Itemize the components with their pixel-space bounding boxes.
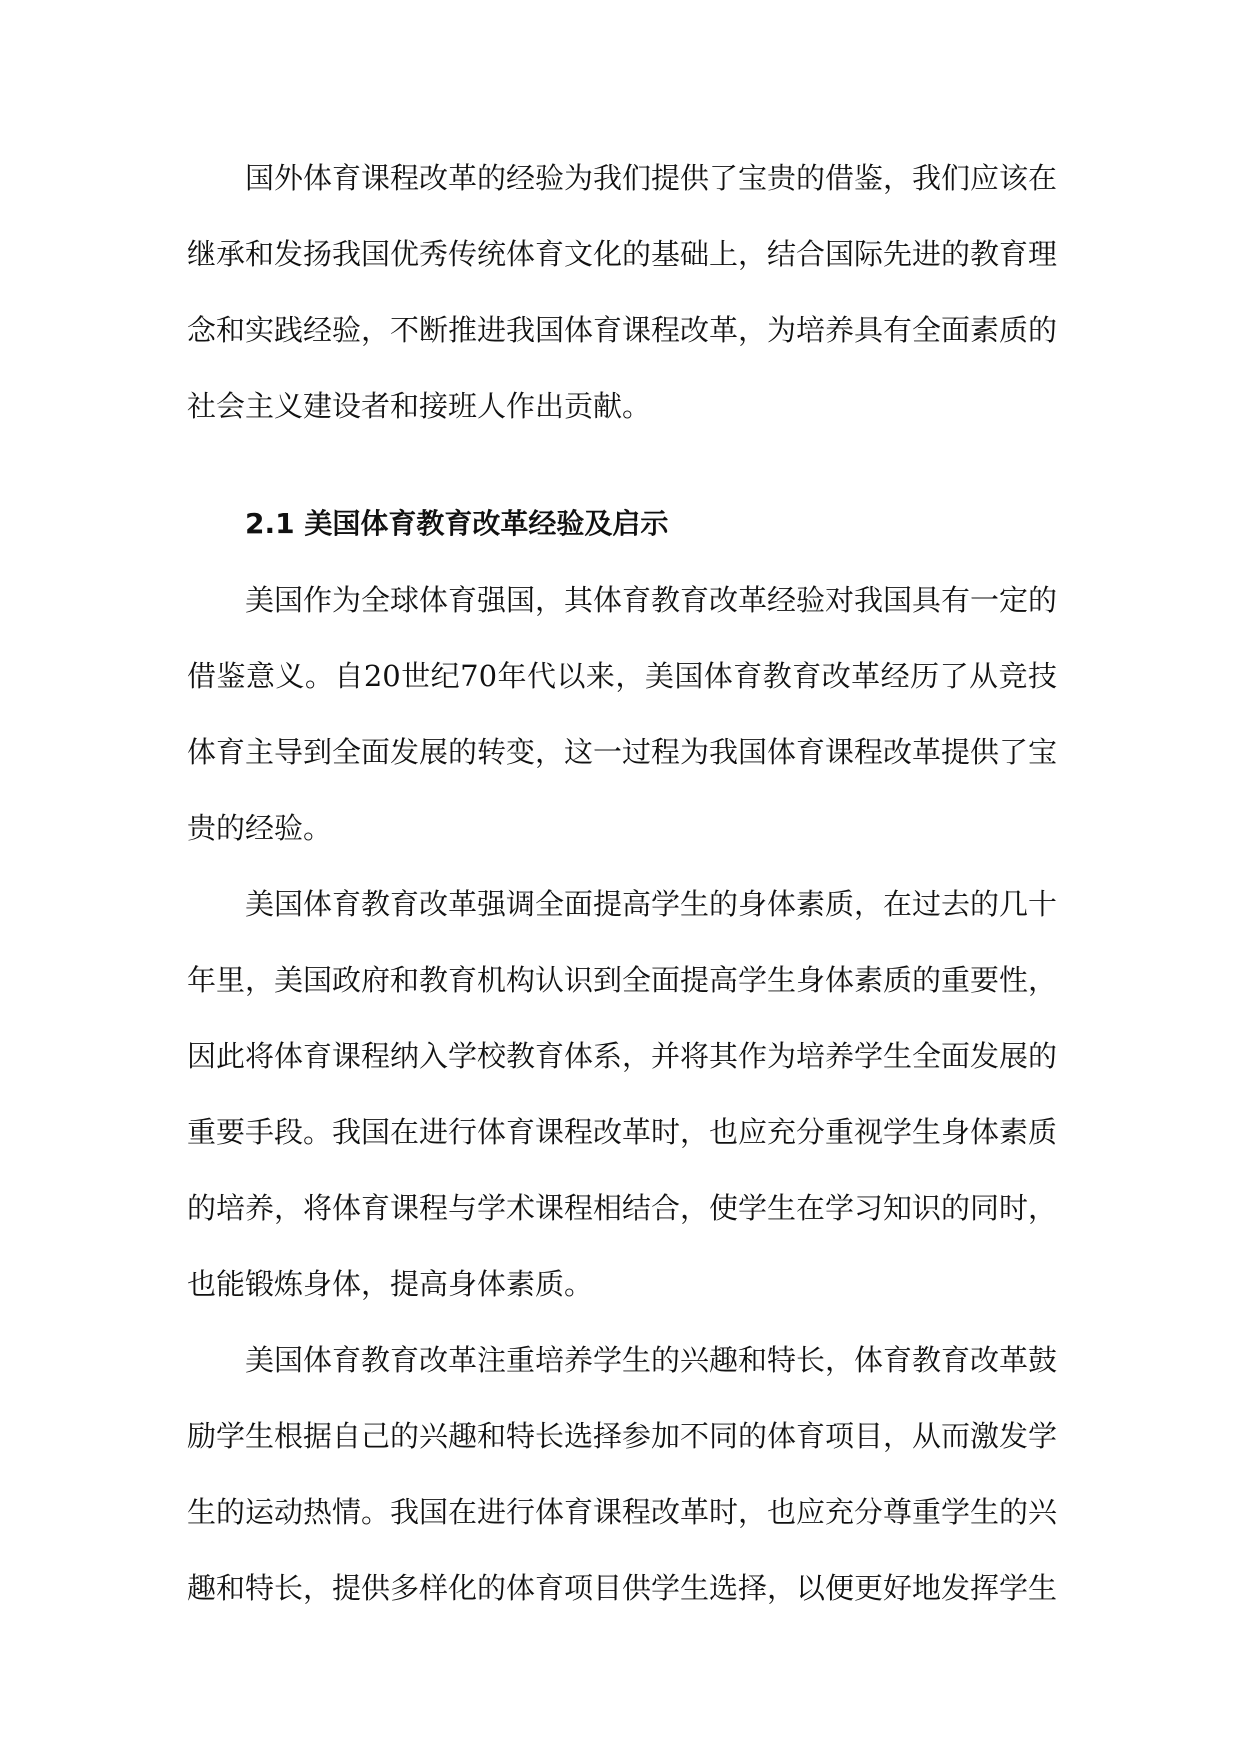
section-heading: 2.1 美国体育教育改革经验及启示 [245,507,669,540]
intro-paragraph: 国外体育课程改革的经验为我们提供了宝贵的借鉴，我们应该在继承和发扬我国优秀传统体育文化的基础上，结合国际先进的教育理念和实践经验，不断推进我国体育课程改革，为培养具有全面素质的社会主义建设者和接班人作出贡献。 [187,161,1058,423]
section-paragraph-2: 美国体育教育改革强调全面提高学生的身体素质，在过去的几十年里，美国政府和教育机构认识到全面提高学生身体素质的重要性，因此将体育课程纳入学校教育体系，并将其作为培养学生全面发展的重要手段。我国在进行体育课程改革时，也应充分重视学生身体素质的培养，将体育课程与学术课程相结合，使学生在学习知识的同时，也能锻炼身体，提高身体素质。 [187,887,1058,1301]
section-paragraph-1: 美国作为全球体育强国，其体育教育改革经验对我国具有一定的借鉴意义。自20世纪70年代以来，美国体育教育改革经历了从竞技体育主导到全面发展的转变，这一过程为我国体育课程改革提供了宝贵的经验。 [187,583,1058,845]
section-paragraph-3: 美国体育教育改革注重培养学生的兴趣和特长，体育教育改革鼓励学生根据自己的兴趣和特长选择参加不同的体育项目，从而激发学生的运动热情。我国在进行体育课程改革时，也应充分尊重学生的兴趣和特长，提供多样化的体育项目供学生选择，以便更好地发挥学生 [187,1343,1058,1605]
document-body [187,140,1057,1626]
